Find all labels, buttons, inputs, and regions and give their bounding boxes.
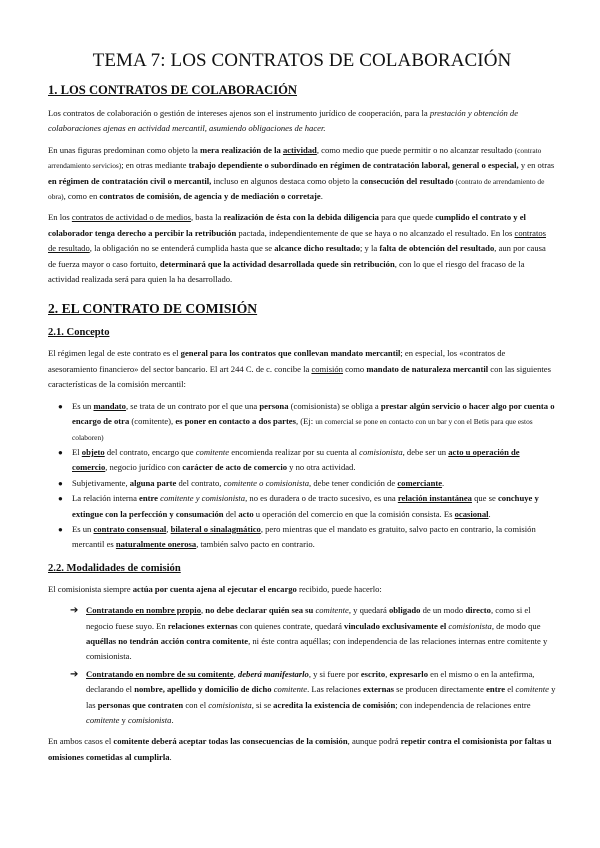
section-2-heading: 2. EL CONTRATO DE COMISIÓN: [48, 301, 258, 317]
paragraph-legal-regime: El régimen legal de este contrato es el general para los contratos que conllevan mandato mercantil; en especial, los «contratos de asesoramiento financiero» del sector bancario. El art 244 C. de c. concibe la comisión como mandato de naturaleza mercantil con las siguientes características de la comisión mercantil:: [48, 348, 551, 390]
list-item-own-name: ➔ Contratando en nombre propio, no debe declarar quién sea su comitente, y quedará obligado de un modo directo, como si el negocio fuese suyo. En relaciones externas con quienes contrate, quedará vinculado exclusivamente el comisionista, de modo que aquéllas no tendrán acción contra comitente, ni éste contra aquéllas; con independencia de las relaciones internas entre comitente y comisionista.: [70, 605, 548, 662]
paragraph-activity-contracts: En los contratos de actividad o de medios, basta la realización de ésta con la debida diligencia para que quede cumplido el contrato y el colaborador tenga derecho a percibir la retribución pactada, independientemente de que se haya o no alcanzado el resultado. En los contratos de resultado, la obligación no se entenderá cumplida hasta que se alcance dicho resultado; y la falta de obtención del resultado, aun por causa de fuerza mayor o caso fortuito, determinará que la actividad desarrollada quede sin retribución, con lo que el riesgo del fracaso de la actividad realizada será para quien la ha desarrollado.: [48, 212, 547, 285]
characteristics-list: [48, 399, 556, 553]
paragraph-both-cases: En ambos casos el comitente deberá aceptar todas las consecuencias de la comisión, aunque podrá repetir contra el comisionista por faltas u omisiones cometidas al cumplirla.: [48, 736, 552, 762]
arrow-right-icon: ➔: [70, 605, 79, 617]
subsection-2-2-heading: 2.2. Modalidades de comisión: [48, 562, 181, 574]
paragraph-intro: Los contratos de colaboración o gestión de intereses ajenos son el instrumento jurídico de cooperación, para la prestación y obtención de colaboraciones ajenas en actividad mercantil, asumiendo obligaciones de hacer.: [48, 108, 519, 134]
subsection-2-1-heading: 2.1. Concepto: [48, 327, 110, 339]
arrow-right-icon: ➔: [70, 668, 79, 680]
list-item-object: ● El objeto del contrato, encargo que comitente encomienda realizar por su cuenta al comisionista, debe ser un acto u operación de comercio, negocio jurídico con carácter de acto de comercio y no otra actividad.: [72, 445, 556, 476]
list-item-subjective: ● Subjetivamente, alguna parte del contrato, comitente o comisionista, debe tener condición de comerciante.: [72, 476, 556, 491]
list-item-internal-relation: ● La relación interna entre comitente y comisionista, no es duradera o de tracto sucesivo, es una relación instantánea que se conchuye y extingue con la perfección y consumación del acto u operación del comercio en que la comisión consista. Es ocasional.: [72, 491, 556, 522]
section-1-heading: 1. LOS CONTRATOS DE COLABORACIÓN: [48, 83, 298, 97]
list-item-mandate: ● Es un mandato, se trata de un contrato por el que una persona (comisionista) se obliga a prestar algún servicio o hacer algo por cuenta o encargo de otra (comitente), es poner en contacto a dos partes, (Ej: un comercial se pone en contacto con un bar y con el Betis para que estos colaboren): [72, 399, 556, 445]
modalities-list: [48, 603, 556, 728]
paragraph-modalities-intro: El comisionista siempre actúa por cuenta ajena al ejecutar el encargo recibido, puede hacerlo:: [48, 583, 382, 594]
list-item-consensual: ● Es un contrato consensual, bilateral o sinalagmático, pero mientras que el mandato es gratuito, salvo pacto en contrario, la comisión mercantil es naturalmente onerosa, también salvo pacto en contrario.: [72, 522, 556, 553]
paragraph-figures: En unas figuras predominan como objeto la mera realización de la actividad, como medio que puede permitir o no alcanzar resultado (contrato arrendamiento servicios); en otras mediante trabajo dependiente o subordinado en régimen de contratación laboral, general o especial, y en otras en régimen de contratación civil o mercantil, incluso en algunos destaca como objeto la consecución del resultado (contrato de arrendamiento de obra), como en contratos de comisión, de agencia y de mediación o corretaje.: [48, 144, 555, 202]
list-item-principal-name: ➔ Contratando en nombre de su comitente, deberá manifestarlo, y si fuere por escrito, expresarlo en el mismo o en la antefirma, declarando el nombre, apellido y domicilio de dicho comitente. Las relaciones externas se producen directamente entre el comitente y las personas que contraten con el comisionista, si se acredita la existencia de comisión; con independencia de relaciones entre comitente y comisionista.: [70, 668, 556, 725]
document-title: TEMA 7: LOS CONTRATOS DE COLABORACIÓN: [92, 50, 512, 71]
